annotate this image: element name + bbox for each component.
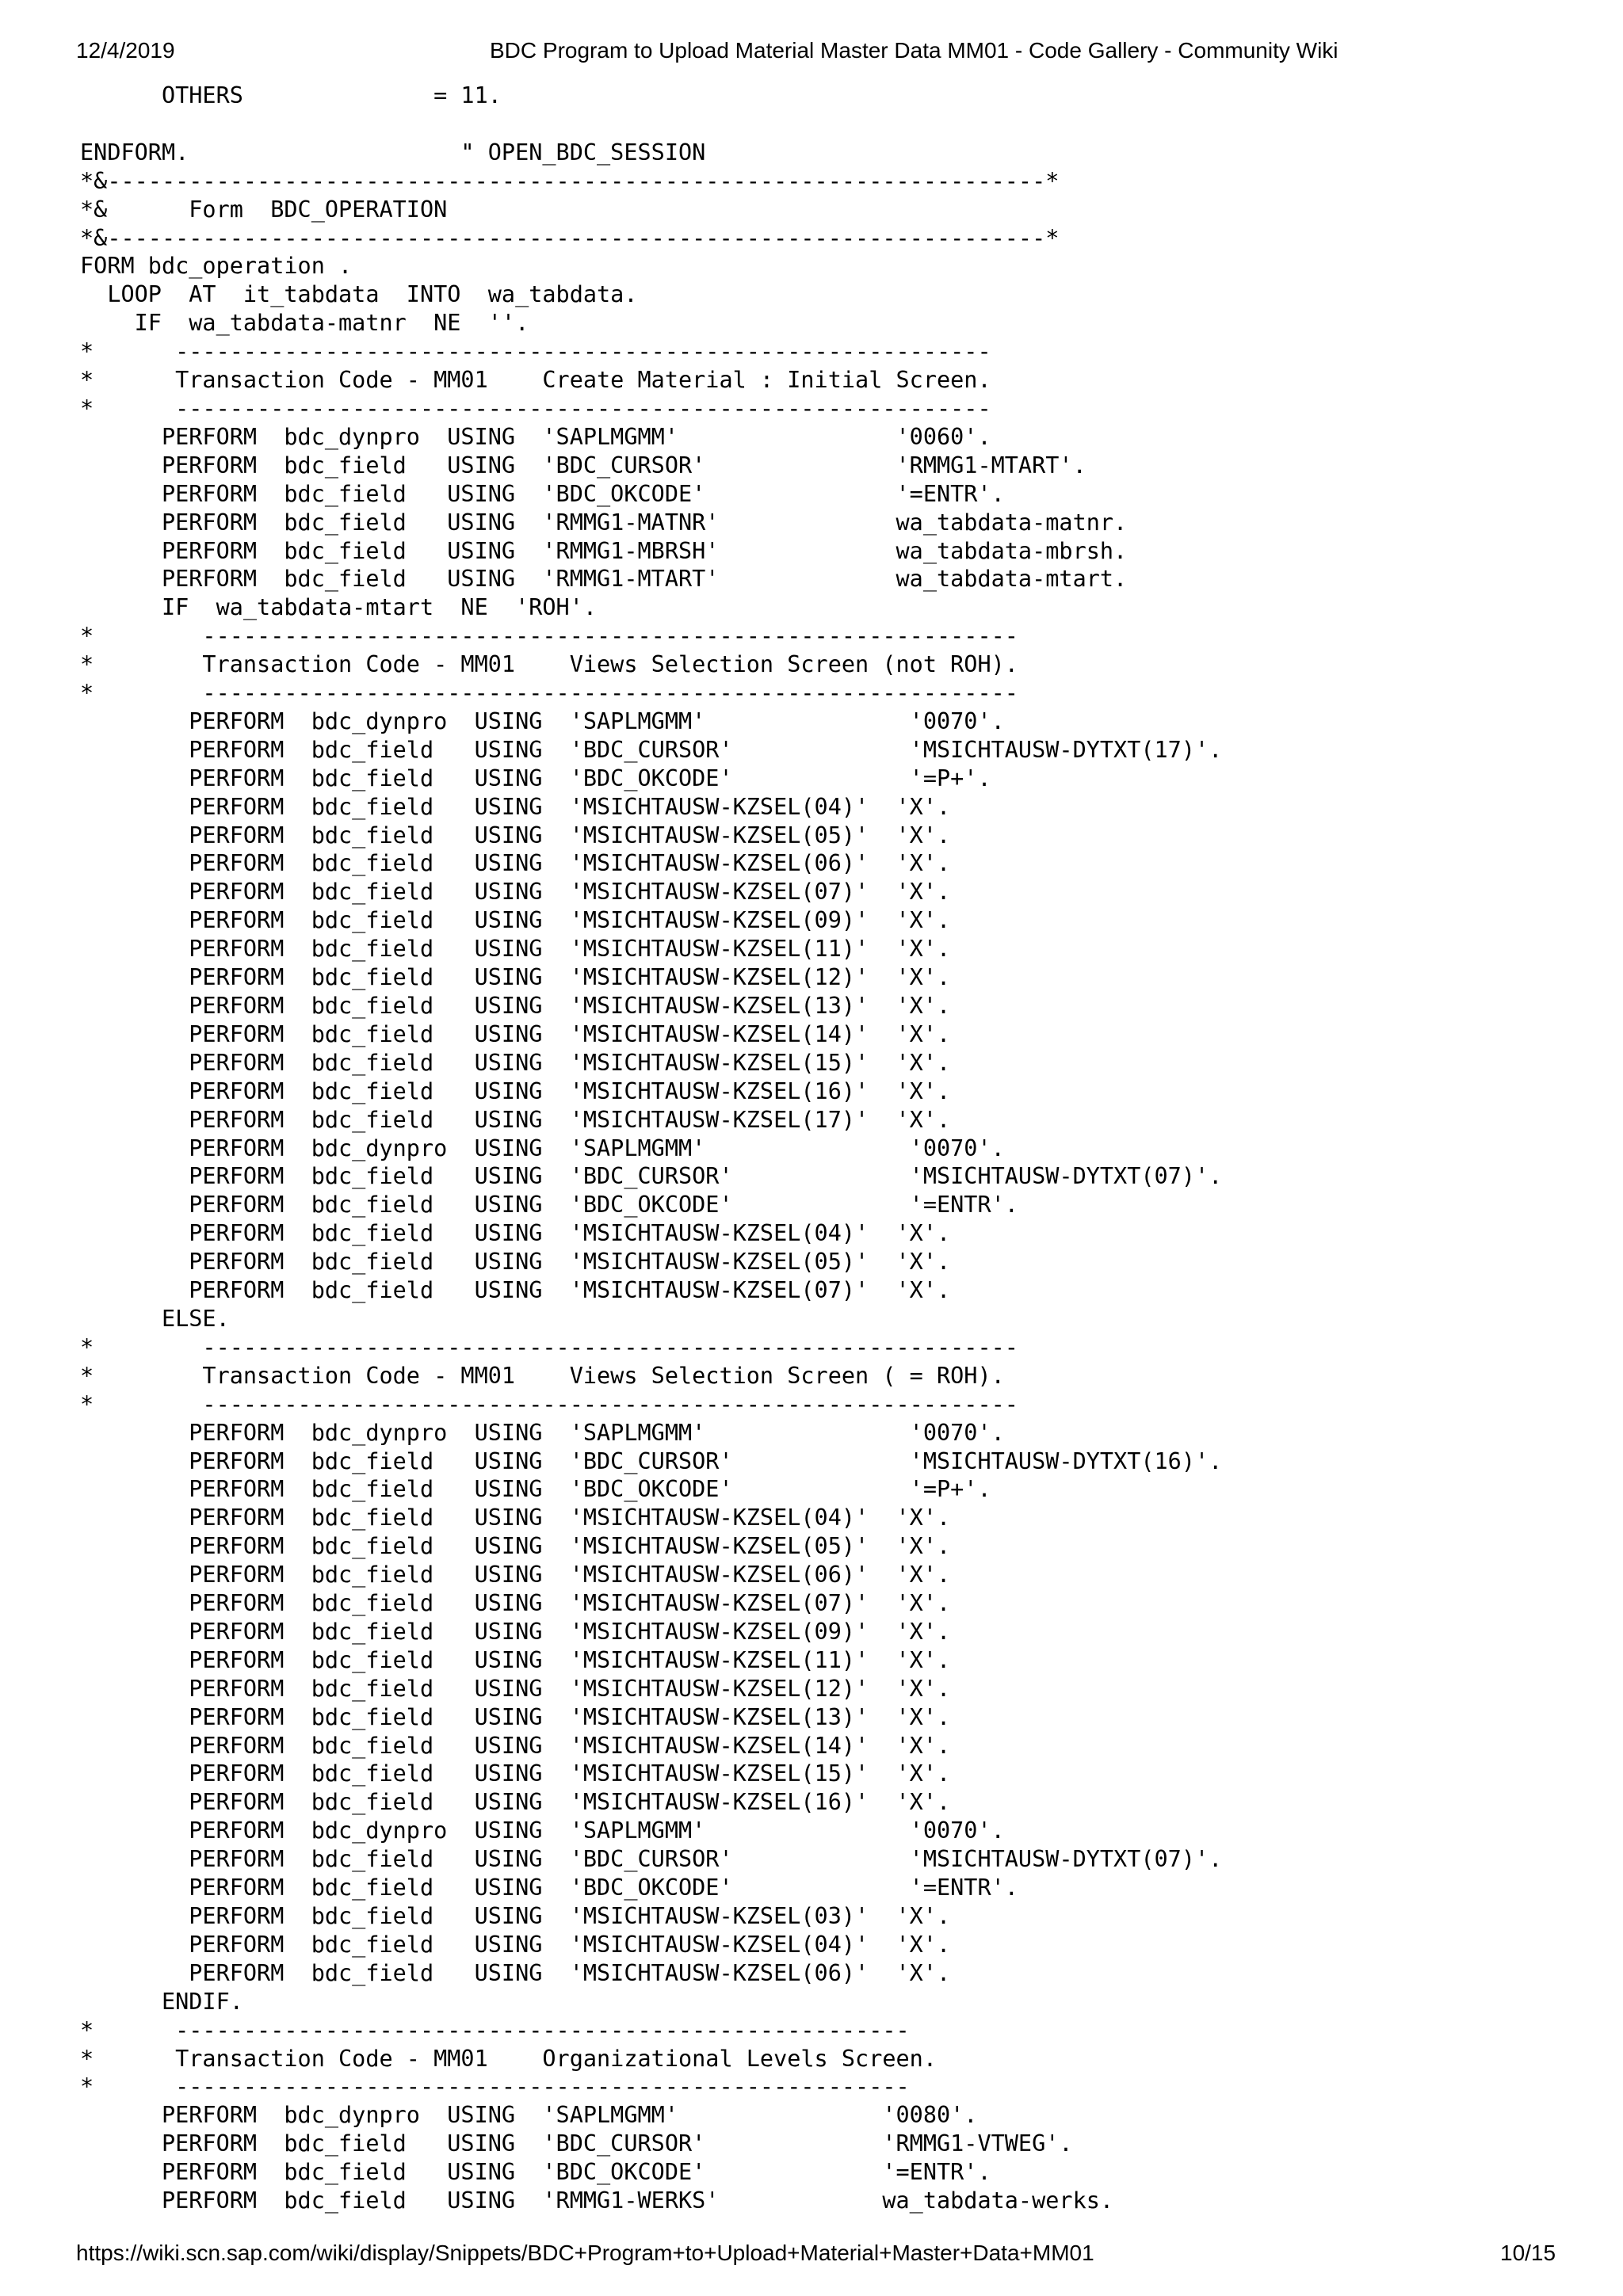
- code-line: * ------------------------------------------------------------: [80, 338, 991, 365]
- page-number: 10/15: [1500, 2241, 1556, 2265]
- code-line: PERFORM bdc_field USING 'MSICHTAUSW-KZSEL(07)' 'X'.: [80, 1277, 951, 1304]
- code-line: IF wa_tabdata-matnr NE ''.: [80, 310, 529, 337]
- code-line: * ------------------------------------------------------------: [80, 395, 991, 421]
- code-line: *& Form BDC_OPERATION: [80, 196, 448, 223]
- code-line: PERFORM bdc_field USING 'MSICHTAUSW-KZSEL(05)' 'X'.: [80, 822, 951, 849]
- code-line: [80, 110, 1222, 139]
- code-line: PERFORM bdc_field USING 'MSICHTAUSW-KZSEL(04)' 'X'.: [80, 1505, 951, 1531]
- code-line: ENDFORM. " OPEN_BDC_SESSION: [80, 139, 706, 166]
- code-line: *&---------------------------------------------------------------------*: [80, 224, 1060, 251]
- code-line: LOOP AT it_tabdata INTO wa_tabdata.: [80, 281, 638, 308]
- print-date: 12/4/2019: [76, 38, 175, 63]
- code-line: PERFORM bdc_field USING 'BDC_CURSOR' 'RMMG1-VTWEG'.: [80, 2130, 1073, 2157]
- page-title: BDC Program to Upload Material Master Data MM01 - Code Gallery - Community Wiki: [490, 38, 1338, 63]
- code-line: PERFORM bdc_field USING 'MSICHTAUSW-KZSEL(14)' 'X'.: [80, 1732, 951, 1759]
- code-line: * ------------------------------------------------------------: [80, 623, 1018, 650]
- code-line: * Transaction Code - MM01 Views Selection Screen (not ROH).: [80, 651, 1018, 678]
- code-line: PERFORM bdc_field USING 'BDC_CURSOR' 'RMMG1-MTART'.: [80, 452, 1086, 479]
- code-line: PERFORM bdc_field USING 'MSICHTAUSW-KZSEL(15)' 'X'.: [80, 1049, 951, 1076]
- code-line: PERFORM bdc_field USING 'BDC_OKCODE' '=ENTR'.: [80, 2159, 991, 2186]
- code-line: PERFORM bdc_field USING 'MSICHTAUSW-KZSEL(11)' 'X'.: [80, 1646, 951, 1673]
- code-line: * ------------------------------------------------------------: [80, 1333, 1018, 1360]
- code-line: PERFORM bdc_field USING 'BDC_CURSOR' 'MSICHTAUSW-DYTXT(16)'.: [80, 1447, 1223, 1474]
- code-line: PERFORM bdc_field USING 'MSICHTAUSW-KZSEL(06)' 'X'.: [80, 1959, 951, 1986]
- code-line: * ------------------------------------------------------: [80, 2073, 910, 2100]
- code-line: PERFORM bdc_dynpro USING 'SAPLMGMM' '0070'.: [80, 1419, 1005, 1446]
- code-line: PERFORM bdc_field USING 'MSICHTAUSW-KZSEL(04)' 'X'.: [80, 793, 951, 820]
- code-line: ENDIF.: [80, 1988, 243, 2015]
- code-line: PERFORM bdc_field USING 'MSICHTAUSW-KZSEL(03)' 'X'.: [80, 1903, 951, 1929]
- code-line: PERFORM bdc_dynpro USING 'SAPLMGMM' '0060'.: [80, 423, 991, 450]
- code-line: PERFORM bdc_field USING 'BDC_OKCODE' '=ENTR'.: [80, 1192, 1018, 1219]
- code-line: OTHERS = 11.: [80, 82, 502, 109]
- code-line: PERFORM bdc_dynpro USING 'SAPLMGMM' '0070'.: [80, 1817, 1005, 1844]
- code-line: PERFORM bdc_field USING 'MSICHTAUSW-KZSEL(07)' 'X'.: [80, 1590, 951, 1617]
- code-line: *&---------------------------------------------------------------------*: [80, 167, 1060, 194]
- code-line: PERFORM bdc_field USING 'MSICHTAUSW-KZSEL(13)' 'X'.: [80, 993, 951, 1019]
- code-line: PERFORM bdc_field USING 'MSICHTAUSW-KZSEL(07)' 'X'.: [80, 879, 951, 906]
- code-line: PERFORM bdc_field USING 'MSICHTAUSW-KZSEL(04)' 'X'.: [80, 1220, 951, 1247]
- code-line: PERFORM bdc_field USING 'MSICHTAUSW-KZSEL(16)' 'X'.: [80, 1789, 951, 1816]
- code-line: PERFORM bdc_field USING 'BDC_CURSOR' 'MSICHTAUSW-DYTXT(07)'.: [80, 1163, 1223, 1190]
- code-line: PERFORM bdc_dynpro USING 'SAPLMGMM' '0080'.: [80, 2102, 978, 2129]
- code-line: PERFORM bdc_field USING 'MSICHTAUSW-KZSEL(12)' 'X'.: [80, 1675, 951, 1702]
- code-line: PERFORM bdc_field USING 'MSICHTAUSW-KZSEL(05)' 'X'.: [80, 1249, 951, 1276]
- code-line: PERFORM bdc_field USING 'BDC_CURSOR' 'MSICHTAUSW-DYTXT(17)'.: [80, 736, 1223, 763]
- code-line: PERFORM bdc_field USING 'MSICHTAUSW-KZSEL(16)' 'X'.: [80, 1077, 951, 1104]
- code-line: PERFORM bdc_field USING 'MSICHTAUSW-KZSEL(06)' 'X'.: [80, 850, 951, 877]
- code-line: PERFORM bdc_field USING 'MSICHTAUSW-KZSEL(06)' 'X'.: [80, 1562, 951, 1589]
- code-line: PERFORM bdc_field USING 'MSICHTAUSW-KZSEL(17)' 'X'.: [80, 1106, 951, 1133]
- code-line: PERFORM bdc_field USING 'MSICHTAUSW-KZSEL(14)' 'X'.: [80, 1020, 951, 1047]
- code-line: IF wa_tabdata-mtart NE 'ROH'.: [80, 594, 598, 621]
- code-line: * Transaction Code - MM01 Create Material : Initial Screen.: [80, 367, 991, 394]
- code-line: FORM bdc_operation .: [80, 253, 353, 280]
- code-line: PERFORM bdc_field USING 'MSICHTAUSW-KZSEL(09)' 'X'.: [80, 1618, 951, 1645]
- code-line: PERFORM bdc_field USING 'RMMG1-MBRSH' wa_tabdata-mbrsh.: [80, 537, 1128, 564]
- code-line: PERFORM bdc_field USING 'MSICHTAUSW-KZSEL(09)' 'X'.: [80, 907, 951, 934]
- code-line: * ------------------------------------------------------------: [80, 1390, 1018, 1417]
- code-line: PERFORM bdc_field USING 'MSICHTAUSW-KZSEL(11)' 'X'.: [80, 936, 951, 963]
- code-line: PERFORM bdc_field USING 'BDC_OKCODE' '=P+'.: [80, 1476, 991, 1503]
- code-line: PERFORM bdc_field USING 'BDC_OKCODE' '=ENTR'.: [80, 480, 1005, 507]
- code-line: * ------------------------------------------------------: [80, 2016, 910, 2043]
- code-line: PERFORM bdc_field USING 'BDC_OKCODE' '=P+'.: [80, 765, 991, 791]
- code-line: PERFORM bdc_field USING 'MSICHTAUSW-KZSEL(12)' 'X'.: [80, 964, 951, 991]
- code-line: PERFORM bdc_field USING 'RMMG1-MATNR' wa_tabdata-matnr.: [80, 509, 1128, 536]
- code-line: PERFORM bdc_dynpro USING 'SAPLMGMM' '0070'.: [80, 1135, 1005, 1161]
- code-line: * Transaction Code - MM01 Views Selection Screen ( = ROH).: [80, 1362, 1005, 1389]
- code-line: * Transaction Code - MM01 Organizational Levels Screen.: [80, 2045, 937, 2072]
- code-line: PERFORM bdc_field USING 'RMMG1-WERKS' wa_tabdata-werks.: [80, 2187, 1114, 2214]
- code-line: * ------------------------------------------------------------: [80, 680, 1018, 707]
- code-line: PERFORM bdc_dynpro USING 'SAPLMGMM' '0070'.: [80, 707, 1005, 734]
- code-line: ELSE.: [80, 1305, 230, 1332]
- code-line: PERFORM bdc_field USING 'BDC_CURSOR' 'MSICHTAUSW-DYTXT(07)'.: [80, 1846, 1223, 1873]
- code-line: PERFORM bdc_field USING 'RMMG1-MTART' wa_tabdata-mtart.: [80, 566, 1128, 593]
- code-line: PERFORM bdc_field USING 'MSICHTAUSW-KZSEL(05)' 'X'.: [80, 1533, 951, 1560]
- code-line: PERFORM bdc_field USING 'MSICHTAUSW-KZSEL(15)' 'X'.: [80, 1760, 951, 1787]
- code-line: PERFORM bdc_field USING 'MSICHTAUSW-KZSEL(04)' 'X'.: [80, 1931, 951, 1958]
- code-line: PERFORM bdc_field USING 'MSICHTAUSW-KZSEL(13)' 'X'.: [80, 1703, 951, 1730]
- code-line: PERFORM bdc_field USING 'BDC_OKCODE' '=ENTR'.: [80, 1875, 1018, 1901]
- source-url: https://wiki.scn.sap.com/wiki/display/Snippets/BDC+Program+to+Upload+Material+Master+Data+MM01: [76, 2241, 1094, 2265]
- code-listing: [80, 82, 1222, 2215]
